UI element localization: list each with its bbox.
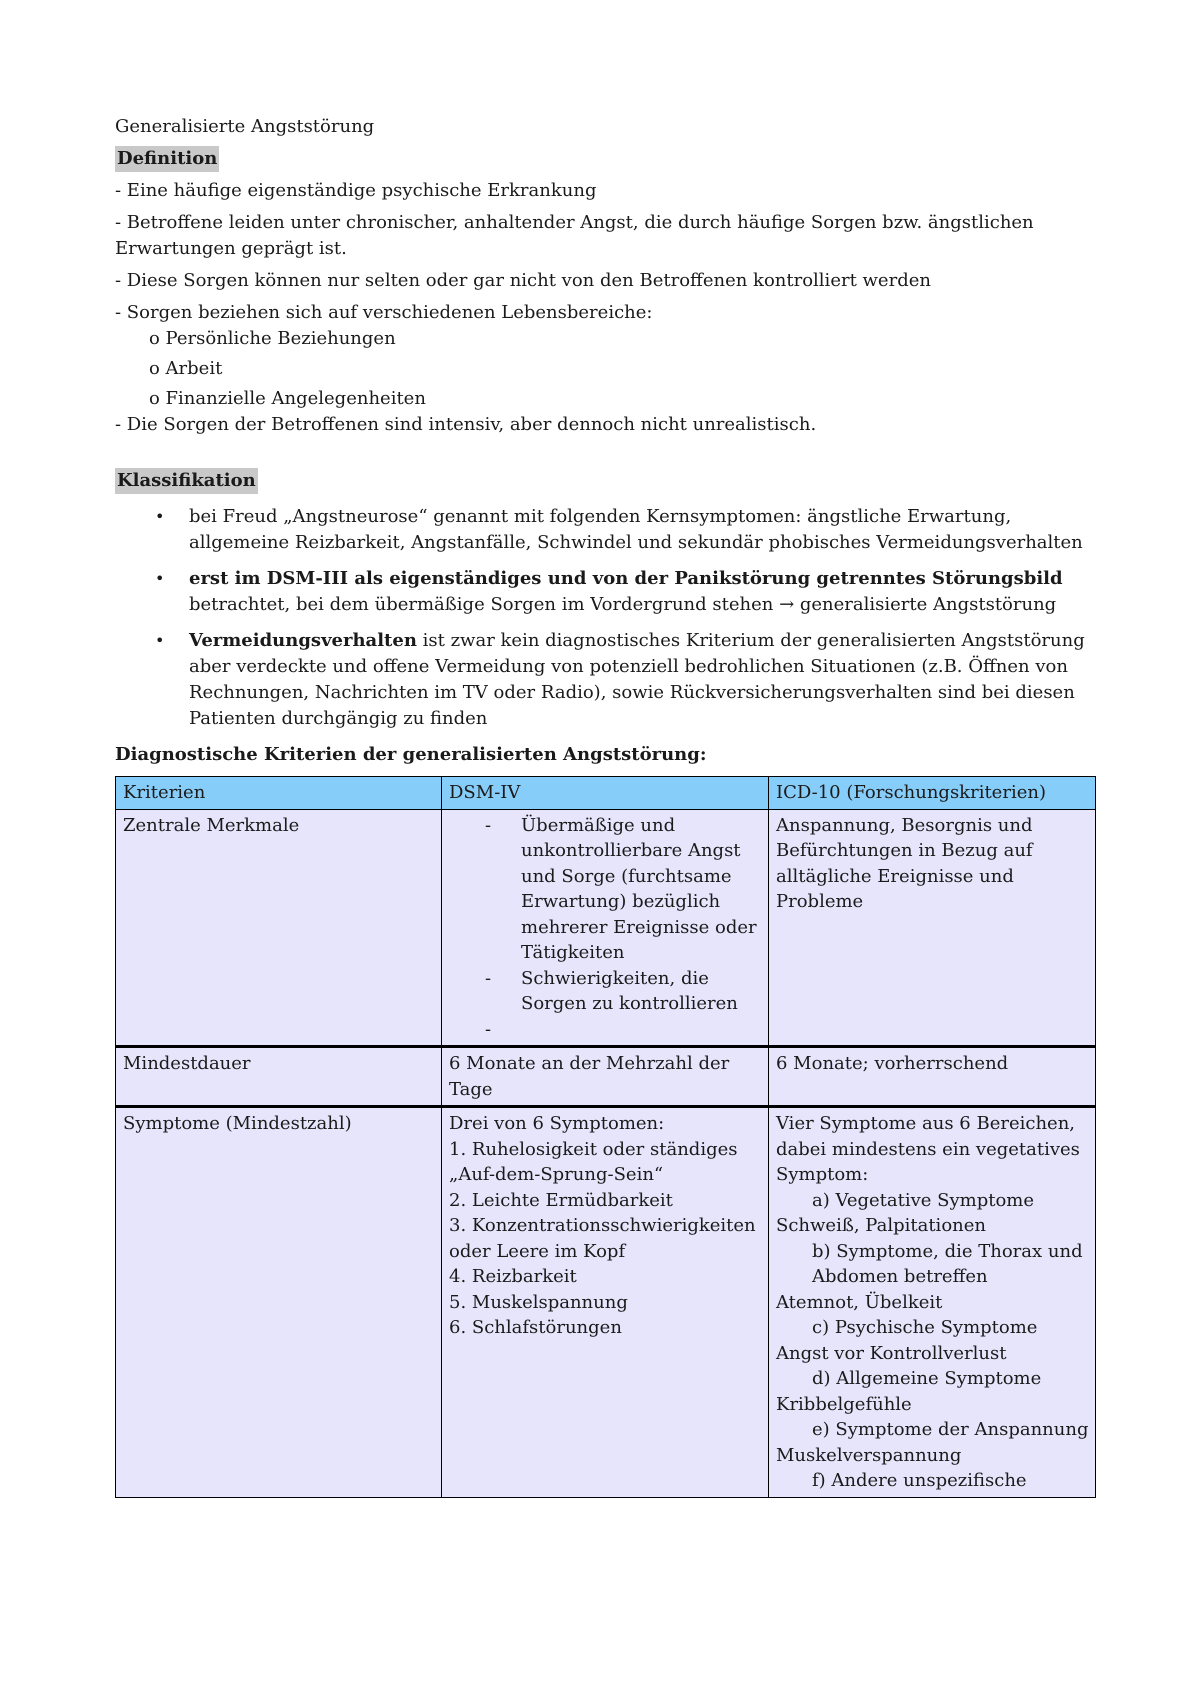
list-item <box>449 1017 762 1043</box>
document-page <box>115 114 1095 1498</box>
bullet-icon: • <box>155 507 165 526</box>
cell-line: 6. Schlafstörungen <box>449 1317 622 1338</box>
table-row <box>116 809 1096 1047</box>
bullet-icon: • <box>155 631 165 650</box>
cell-line: 3. Konzentrationsschwierigkeiten oder Leere im Kopf <box>449 1215 756 1262</box>
table-cell: 6 Monate an der Mehrzahl der Tage <box>442 1047 769 1107</box>
bullet-text: ist zwar kein diagnostisches Kriterium der generalisierten Angststörung aber verdeckte und offene Vermeidung von potenziell bedrohlichen Situationen (z.B. Öffnen von Rechnungen, Nachrichten im TV oder Radio), sowie Rückversicherungsverhalten sind bei diesen Patienten durchgängig zu finden <box>189 630 1085 729</box>
definition-line: - Die Sorgen der Betroffenen sind intensiv, aber dennoch nicht unrealistisch. <box>115 414 817 435</box>
table-row <box>116 1047 1096 1107</box>
table-cell <box>442 809 769 1047</box>
cell-subheading: b) Symptome, die Thorax und Abdomen betreffen <box>812 1240 1083 1287</box>
dash-icon: - <box>485 967 492 989</box>
table-title: Diagnostische Kriterien der generalisierten Angststörung: <box>115 744 707 765</box>
cell-line: 2. Leichte Ermüdbarkeit <box>449 1189 673 1211</box>
row-label: Symptome (Mindestzahl) <box>116 1107 442 1498</box>
klassifikation-list <box>115 504 1095 732</box>
list-item <box>449 813 762 966</box>
cell-line: 1. Ruhelosigkeit oder ständiges „Auf-dem-Sprung-Sein“ <box>449 1138 738 1185</box>
definition-line: - Sorgen beziehen sich auf verschiedenen Lebensbereiche: <box>115 302 653 323</box>
table-header-row <box>116 777 1096 810</box>
klassifikation-section <box>115 468 1095 732</box>
definition-subitem: o Persönliche Beziehungen <box>149 328 396 349</box>
definition-line: - Eine häufige eigenständige psychische Erkrankung <box>115 180 597 201</box>
table-row <box>116 1107 1096 1498</box>
cell-line: 4. Reizbarkeit <box>449 1266 577 1287</box>
definition-subitem: o Arbeit <box>149 358 223 379</box>
column-header: Kriterien <box>116 777 442 810</box>
definition-heading: Definition <box>115 146 219 172</box>
row-label: Mindestdauer <box>116 1047 442 1107</box>
dash-list <box>449 813 762 1043</box>
cell-line: Drei von 6 Symptomen: <box>449 1113 665 1134</box>
cell-line: Angst vor Kontrollverlust <box>776 1342 1007 1364</box>
cell-line: Muskelverspannung <box>776 1444 962 1466</box>
list-item-text: Schwierigkeiten, die Sorgen zu kontrollieren <box>521 967 738 1014</box>
cell-line: Atemnot, Übelkeit <box>776 1291 943 1313</box>
criteria-table <box>115 776 1096 1498</box>
definition-subitem: o Finanzielle Angelegenheiten <box>149 388 426 409</box>
row-label: Zentrale Merkmale <box>116 809 442 1047</box>
definition-line: - Diese Sorgen können nur selten oder gar nicht von den Betroffenen kontrolliert werden <box>115 270 931 291</box>
table-cell: Anspannung, Besorgnis und Befürchtungen in Bezug auf alltägliche Ereignisse und Probleme <box>769 809 1096 1047</box>
cell-line: 5. Muskelspannung <box>449 1291 628 1313</box>
list-item <box>449 966 762 1017</box>
table-cell <box>442 1107 769 1498</box>
cell-line: Schweiß, Palpitationen <box>776 1215 986 1236</box>
bullet-text-bold: erst im DSM-III als eigenständiges und von der Panikstörung getrenntes Störungsbild <box>189 568 1063 589</box>
cell-subheading: c) Psychische Symptome <box>812 1317 1038 1338</box>
definition-section <box>115 146 1095 438</box>
list-item-text: Übermäßige und unkontrollierbare Angst und Sorge (furchtsame Erwartung) bezüglich mehrerer Ereignisse oder Tätigkeiten <box>521 814 757 963</box>
cell-line: Kribbelgefühle <box>776 1393 912 1415</box>
cell-subheading: e) Symptome der Anspannung <box>812 1419 1089 1440</box>
document-title: Generalisierte Angststörung <box>115 116 375 137</box>
bullet-text-bold: Vermeidungsverhalten <box>189 630 417 651</box>
klassifikation-heading: Klassifikation <box>115 468 258 494</box>
table-cell <box>769 1107 1096 1498</box>
bullet-text: bei Freud „Angstneurose“ genannt mit folgenden Kernsymptomen: ängstliche Erwartung, allgemeine Reizbarkeit, Angstanfälle, Schwindel und sekundär phobisches Vermeidungsverhalten <box>189 506 1083 553</box>
bullet-icon: • <box>155 569 165 588</box>
column-header: ICD-10 (Forschungskriterien) <box>769 777 1096 810</box>
cell-subheading: f) Andere unspezifische <box>812 1470 1027 1491</box>
dash-icon: - <box>485 814 492 836</box>
dash-icon: - <box>485 1018 492 1040</box>
bullet-text: betrachtet, bei dem übermäßige Sorgen im Vordergrund stehen → generalisierte Angststörung <box>189 594 1057 615</box>
cell-line: Vier Symptome aus 6 Bereichen, dabei mindestens ein vegetatives Symptom: <box>776 1113 1080 1185</box>
cell-subheading: d) Allgemeine Symptome <box>812 1368 1042 1389</box>
definition-line: - Betroffene leiden unter chronischer, anhaltender Angst, die durch häufige Sorgen bzw. ängstlichen Erwartungen geprägt ist. <box>115 212 1034 259</box>
cell-subheading: a) Vegetative Symptome <box>812 1189 1035 1211</box>
table-cell: 6 Monate; vorherrschend <box>769 1047 1096 1107</box>
list-item <box>115 628 1095 732</box>
column-header: DSM-IV <box>442 777 769 810</box>
list-item <box>115 504 1095 556</box>
list-item <box>115 566 1095 618</box>
